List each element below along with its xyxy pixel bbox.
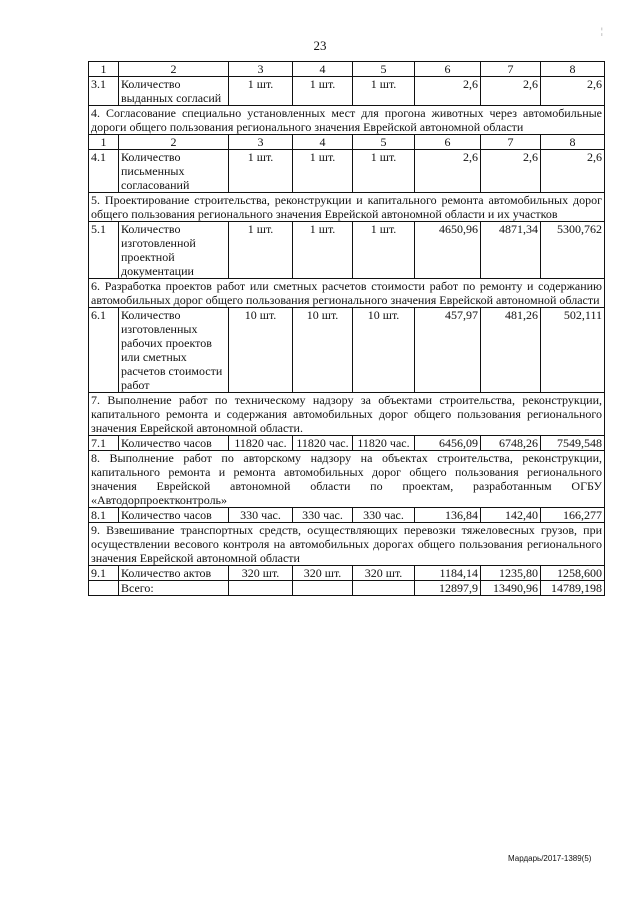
row-quantity-3: 330 час.	[353, 508, 415, 523]
row-cost-3: 166,277	[541, 508, 605, 523]
header-cell-2: 2	[119, 135, 229, 150]
row-cost-3: 502,111	[541, 308, 605, 393]
row-quantity-2: 10 шт.	[293, 308, 353, 393]
row-quantity-2: 11820 час.	[293, 436, 353, 451]
row-number: 3.1	[89, 77, 119, 106]
row-cost-3: 1258,600	[541, 566, 605, 581]
row-label: Количество изготовленной проектной документации	[119, 222, 229, 279]
total-cost-1: 12897,9	[415, 581, 481, 596]
section-title: 6. Разработка проектов работ или сметных расчетов стоимости работ по ремонту и содержанию автомобильных дорог общего пользования регионального значения Еврейской автономной области	[89, 279, 605, 308]
section-title-row	[89, 451, 605, 508]
section-title-row	[89, 523, 605, 566]
row-cost-3: 7549,548	[541, 436, 605, 451]
row-quantity-3: 10 шт.	[353, 308, 415, 393]
row-label: Количество выданных согласий	[119, 77, 229, 106]
header-cell-2: 2	[119, 62, 229, 77]
row-quantity-3: 1 шт.	[353, 77, 415, 106]
row-number: 6.1	[89, 308, 119, 393]
row-cost-2: 481,26	[481, 308, 541, 393]
header-row	[89, 135, 605, 150]
row-cost-3: 5300,762	[541, 222, 605, 279]
row-cost-1: 4650,96	[415, 222, 481, 279]
section-title: 8. Выполнение работ по авторскому надзору на объектах строительства, реконструкции, капитального ремонта и ремонта автомобильных дорог общего пользования регионального значения Еврейской автономной области по проектам, разработанным ОГБУ «Автодорпроектконтроль»	[89, 451, 605, 508]
row-number: 5.1	[89, 222, 119, 279]
margin-mark: ¦	[601, 26, 603, 36]
table-body	[89, 62, 605, 596]
total-empty-cell	[229, 581, 293, 596]
header-cell-7: 7	[481, 135, 541, 150]
row-cost-2: 142,40	[481, 508, 541, 523]
header-cell-5: 5	[353, 62, 415, 77]
row-cost-1: 2,6	[415, 77, 481, 106]
row-cost-1: 457,97	[415, 308, 481, 393]
row-cost-1: 136,84	[415, 508, 481, 523]
row-quantity-2: 330 час.	[293, 508, 353, 523]
row-quantity-1: 11820 час.	[229, 436, 293, 451]
row-number: 8.1	[89, 508, 119, 523]
header-row	[89, 62, 605, 77]
row-quantity-1: 10 шт.	[229, 308, 293, 393]
row-number: 9.1	[89, 566, 119, 581]
row-quantity-2: 1 шт.	[293, 222, 353, 279]
total-label: Всего:	[119, 581, 229, 596]
header-cell-6: 6	[415, 62, 481, 77]
row-quantity-1: 1 шт.	[229, 77, 293, 106]
section-title-row	[89, 393, 605, 436]
table-row	[89, 508, 605, 523]
row-label: Количество часов	[119, 436, 229, 451]
header-cell-5: 5	[353, 135, 415, 150]
header-cell-6: 6	[415, 135, 481, 150]
row-cost-2: 2,6	[481, 77, 541, 106]
row-label: Количество актов	[119, 566, 229, 581]
row-quantity-2: 320 шт.	[293, 566, 353, 581]
page-number: 23	[313, 38, 327, 53]
header-cell-1: 1	[89, 135, 119, 150]
row-number: 4.1	[89, 150, 119, 193]
row-quantity-1: 330 час.	[229, 508, 293, 523]
section-title-row	[89, 193, 605, 222]
budget-table	[88, 61, 605, 596]
header-cell-4: 4	[293, 135, 353, 150]
row-label: Количество изготовленных рабочих проектов или сметных расчетов стоимости работ	[119, 308, 229, 393]
total-cost-2: 13490,96	[481, 581, 541, 596]
header-cell-7: 7	[481, 62, 541, 77]
row-label: Количество письменных согласований	[119, 150, 229, 193]
row-cost-2: 1235,80	[481, 566, 541, 581]
row-cost-1: 6456,09	[415, 436, 481, 451]
row-quantity-1: 1 шт.	[229, 150, 293, 193]
section-title: 4. Согласование специально установленных мест для прогона животных через автомобильные дороги общего пользования регионального значения Еврейской автономной области	[89, 106, 605, 135]
row-cost-3: 2,6	[541, 150, 605, 193]
header-cell-3: 3	[229, 135, 293, 150]
section-title-row	[89, 279, 605, 308]
total-empty-cell	[353, 581, 415, 596]
table-row	[89, 566, 605, 581]
section-title: 9. Взвешивание транспортных средств, осуществляющих перевозки тяжеловесных грузов, при осуществлении весового контроля на автомобильных дорогах общего пользования регионального значения Еврейской автономной области	[89, 523, 605, 566]
section-title-row	[89, 106, 605, 135]
row-quantity-2: 1 шт.	[293, 77, 353, 106]
row-quantity-1: 1 шт.	[229, 222, 293, 279]
section-title: 5. Проектирование строительства, реконструкции и капитального ремонта автомобильных дорог общего пользования регионального значения Еврейской автономной области и их участков	[89, 193, 605, 222]
row-cost-2: 2,6	[481, 150, 541, 193]
row-label: Количество часов	[119, 508, 229, 523]
total-cost-3: 14789,198	[541, 581, 605, 596]
table-row	[89, 77, 605, 106]
table-row	[89, 436, 605, 451]
row-cost-2: 6748,26	[481, 436, 541, 451]
row-cost-1: 2,6	[415, 150, 481, 193]
section-title: 7. Выполнение работ по техническому надзору за объектами строительства, реконструкции, капитального ремонта и содержания автомобильных дорог общего пользования регионального значения Еврейской автономной области.	[89, 393, 605, 436]
row-number: 7.1	[89, 436, 119, 451]
document-code: Мардарь/2017-1389(5)	[508, 854, 592, 863]
row-cost-3: 2,6	[541, 77, 605, 106]
total-empty-cell	[293, 581, 353, 596]
table-row	[89, 150, 605, 193]
table-row	[89, 308, 605, 393]
row-quantity-1: 320 шт.	[229, 566, 293, 581]
header-cell-8: 8	[541, 62, 605, 77]
row-quantity-3: 11820 час.	[353, 436, 415, 451]
total-row	[89, 581, 605, 596]
row-quantity-3: 1 шт.	[353, 150, 415, 193]
row-cost-2: 4871,34	[481, 222, 541, 279]
row-quantity-2: 1 шт.	[293, 150, 353, 193]
header-cell-1: 1	[89, 62, 119, 77]
header-cell-3: 3	[229, 62, 293, 77]
row-cost-1: 1184,14	[415, 566, 481, 581]
header-cell-4: 4	[293, 62, 353, 77]
total-empty-cell	[89, 581, 119, 596]
table-row	[89, 222, 605, 279]
row-quantity-3: 320 шт.	[353, 566, 415, 581]
row-quantity-3: 1 шт.	[353, 222, 415, 279]
header-cell-8: 8	[541, 135, 605, 150]
